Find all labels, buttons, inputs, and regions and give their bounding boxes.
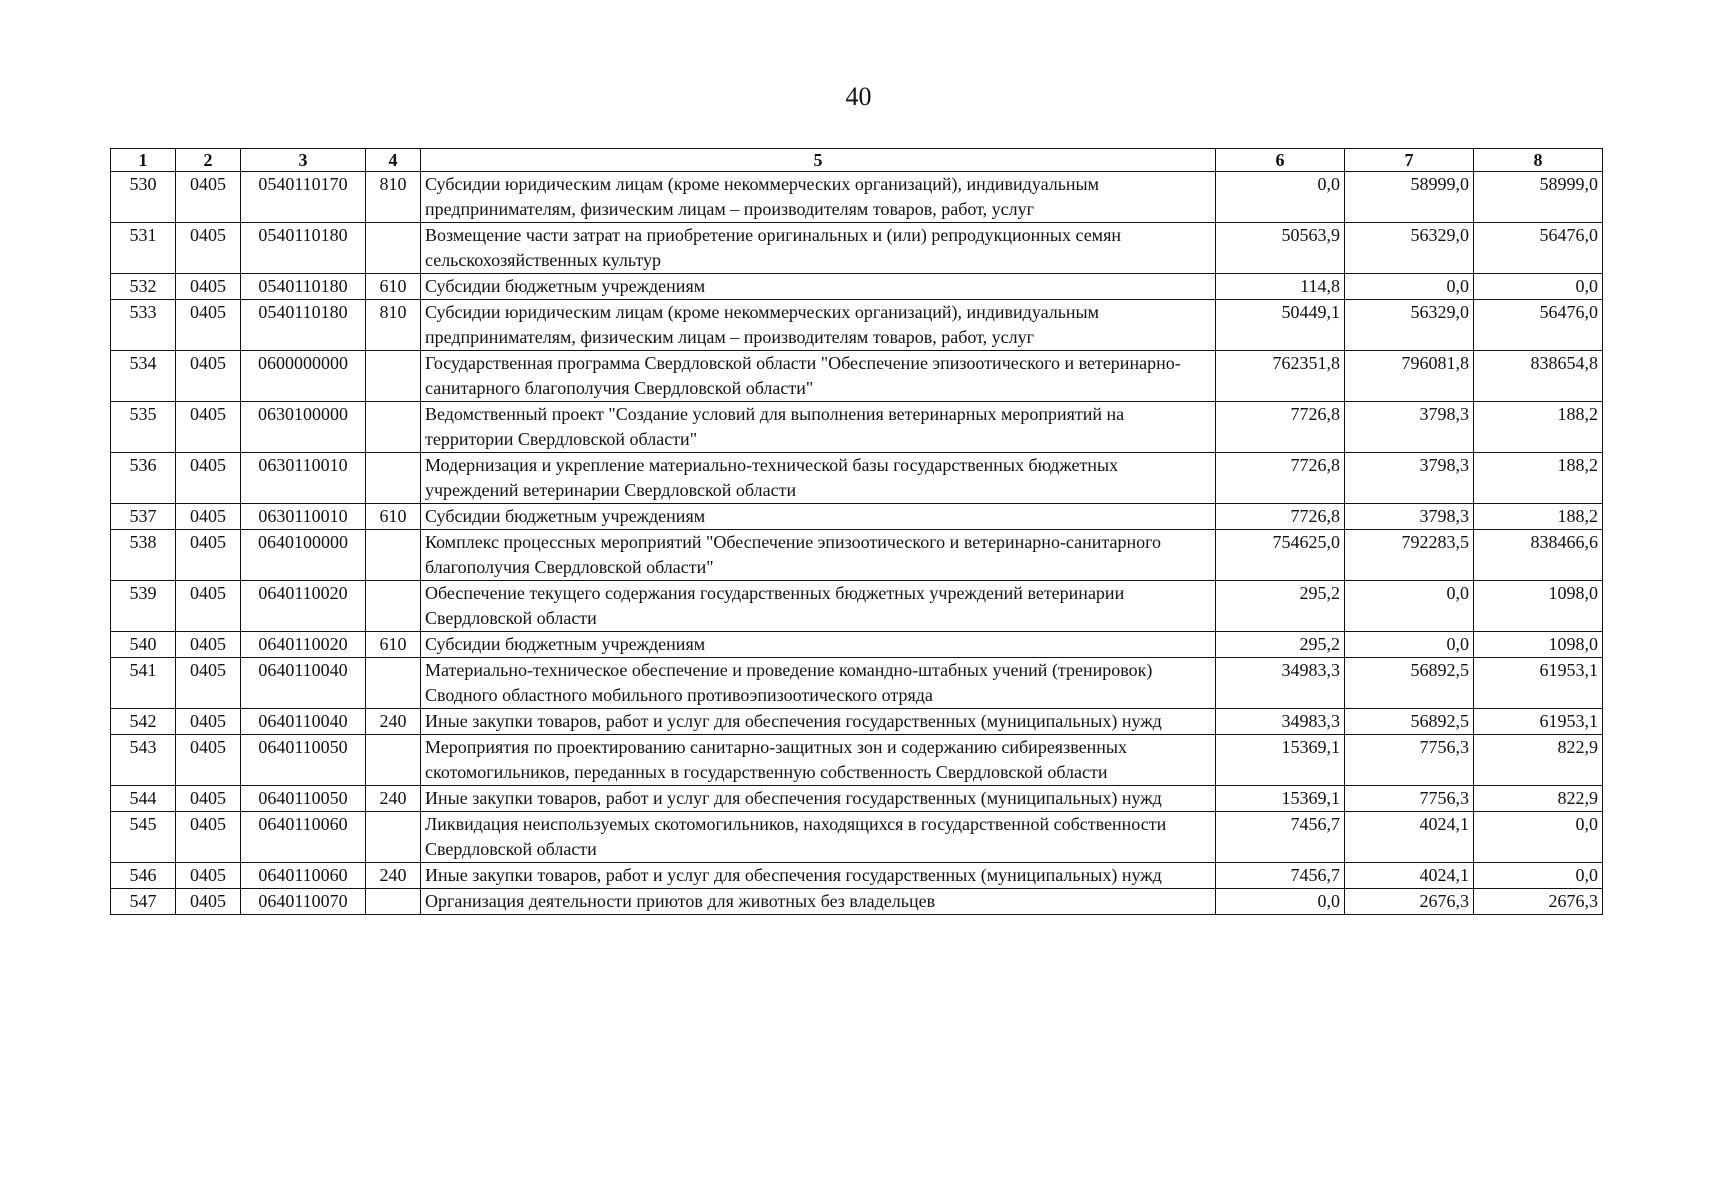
amount-col-8: 1098,0 xyxy=(1474,632,1603,658)
target-article-code: 0630110010 xyxy=(241,504,366,530)
column-header-5: 5 xyxy=(421,149,1216,172)
amount-col-8: 0,0 xyxy=(1474,812,1603,863)
header-row xyxy=(111,149,1603,172)
target-article-code: 0640100000 xyxy=(241,530,366,581)
budget-table xyxy=(110,148,1603,915)
row-number: 537 xyxy=(111,504,176,530)
target-article-code: 0640110050 xyxy=(241,735,366,786)
column-header-6: 6 xyxy=(1216,149,1345,172)
table-row xyxy=(111,402,1603,453)
section-code: 0405 xyxy=(176,530,241,581)
target-article-code: 0640110040 xyxy=(241,709,366,735)
row-number: 539 xyxy=(111,581,176,632)
row-number: 540 xyxy=(111,632,176,658)
table-row xyxy=(111,581,1603,632)
amount-col-8: 56476,0 xyxy=(1474,223,1603,274)
target-article-code: 0640110060 xyxy=(241,863,366,889)
row-number: 545 xyxy=(111,812,176,863)
amount-col-6: 114,8 xyxy=(1216,274,1345,300)
table-row xyxy=(111,274,1603,300)
expense-type-code: 240 xyxy=(366,709,421,735)
table-row xyxy=(111,223,1603,274)
table-row xyxy=(111,453,1603,504)
amount-col-7: 7756,3 xyxy=(1345,786,1474,812)
section-code: 0405 xyxy=(176,300,241,351)
page-number: 40 xyxy=(845,82,872,111)
target-article-code: 0640110070 xyxy=(241,889,366,915)
expense-type-code: 240 xyxy=(366,786,421,812)
section-code: 0405 xyxy=(176,812,241,863)
amount-col-7: 56892,5 xyxy=(1345,658,1474,709)
expense-type-code xyxy=(366,402,421,453)
table-row xyxy=(111,658,1603,709)
amount-col-6: 50563,9 xyxy=(1216,223,1345,274)
target-article-code: 0640110050 xyxy=(241,786,366,812)
table-row xyxy=(111,889,1603,915)
column-header-4: 4 xyxy=(366,149,421,172)
section-code: 0405 xyxy=(176,709,241,735)
table-row xyxy=(111,863,1603,889)
expense-type-code xyxy=(366,530,421,581)
column-header-3: 3 xyxy=(241,149,366,172)
section-code: 0405 xyxy=(176,863,241,889)
row-description: Комплекс процессных мероприятий "Обеспечение эпизоотического и ветеринарно-санитарного благополучия Свердловской области" xyxy=(421,530,1216,581)
expense-type-code: 240 xyxy=(366,863,421,889)
target-article-code: 0640110020 xyxy=(241,581,366,632)
amount-col-6: 50449,1 xyxy=(1216,300,1345,351)
expense-type-code xyxy=(366,735,421,786)
amount-col-6: 34983,3 xyxy=(1216,709,1345,735)
target-article-code: 0630110010 xyxy=(241,453,366,504)
amount-col-8: 188,2 xyxy=(1474,504,1603,530)
section-code: 0405 xyxy=(176,735,241,786)
target-article-code: 0640110060 xyxy=(241,812,366,863)
amount-col-8: 188,2 xyxy=(1474,402,1603,453)
amount-col-7: 3798,3 xyxy=(1345,453,1474,504)
section-code: 0405 xyxy=(176,658,241,709)
table-row xyxy=(111,709,1603,735)
table-row xyxy=(111,812,1603,863)
row-number: 531 xyxy=(111,223,176,274)
row-number: 534 xyxy=(111,351,176,402)
amount-col-8: 838654,8 xyxy=(1474,351,1603,402)
table-body xyxy=(111,172,1603,915)
amount-col-8: 2676,3 xyxy=(1474,889,1603,915)
amount-col-6: 0,0 xyxy=(1216,889,1345,915)
amount-col-6: 762351,8 xyxy=(1216,351,1345,402)
amount-col-6: 7726,8 xyxy=(1216,402,1345,453)
expense-type-code xyxy=(366,658,421,709)
target-article-code: 0540110180 xyxy=(241,223,366,274)
amount-col-7: 4024,1 xyxy=(1345,863,1474,889)
section-code: 0405 xyxy=(176,351,241,402)
row-description: Ведомственный проект "Создание условий для выполнения ветеринарных мероприятий на территории Свердловской области" xyxy=(421,402,1216,453)
amount-col-6: 7726,8 xyxy=(1216,504,1345,530)
amount-col-7: 0,0 xyxy=(1345,632,1474,658)
expense-type-code: 610 xyxy=(366,504,421,530)
amount-col-6: 295,2 xyxy=(1216,632,1345,658)
amount-col-8: 0,0 xyxy=(1474,274,1603,300)
column-header-8: 8 xyxy=(1474,149,1603,172)
target-article-code: 0540110180 xyxy=(241,300,366,351)
section-code: 0405 xyxy=(176,453,241,504)
row-number: 544 xyxy=(111,786,176,812)
expense-type-code: 610 xyxy=(366,632,421,658)
expense-type-code xyxy=(366,812,421,863)
section-code: 0405 xyxy=(176,223,241,274)
section-code: 0405 xyxy=(176,504,241,530)
table-row xyxy=(111,786,1603,812)
row-description: Ликвидация неиспользуемых скотомогильников, находящихся в государственной собственности Свердловской области xyxy=(421,812,1216,863)
amount-col-7: 796081,8 xyxy=(1345,351,1474,402)
amount-col-7: 56892,5 xyxy=(1345,709,1474,735)
amount-col-6: 295,2 xyxy=(1216,581,1345,632)
table-row xyxy=(111,735,1603,786)
amount-col-8: 822,9 xyxy=(1474,735,1603,786)
amount-col-8: 61953,1 xyxy=(1474,709,1603,735)
row-number: 538 xyxy=(111,530,176,581)
target-article-code: 0540110180 xyxy=(241,274,366,300)
amount-col-6: 7456,7 xyxy=(1216,863,1345,889)
table-row xyxy=(111,504,1603,530)
section-code: 0405 xyxy=(176,581,241,632)
row-number: 546 xyxy=(111,863,176,889)
row-description: Мероприятия по проектированию санитарно-защитных зон и содержанию сибиреязвенных скотомогильников, переданных в государственную собственность Свердловской области xyxy=(421,735,1216,786)
row-description: Иные закупки товаров, работ и услуг для обеспечения государственных (муниципальных) нужд xyxy=(421,863,1216,889)
target-article-code: 0640110020 xyxy=(241,632,366,658)
amount-col-7: 56329,0 xyxy=(1345,300,1474,351)
amount-col-7: 56329,0 xyxy=(1345,223,1474,274)
table-row xyxy=(111,300,1603,351)
amount-col-8: 822,9 xyxy=(1474,786,1603,812)
amount-col-8: 838466,6 xyxy=(1474,530,1603,581)
row-number: 530 xyxy=(111,172,176,223)
row-description: Иные закупки товаров, работ и услуг для обеспечения государственных (муниципальных) нужд xyxy=(421,709,1216,735)
row-number: 535 xyxy=(111,402,176,453)
column-header-2: 2 xyxy=(176,149,241,172)
expense-type-code xyxy=(366,223,421,274)
amount-col-6: 15369,1 xyxy=(1216,786,1345,812)
expense-type-code xyxy=(366,581,421,632)
target-article-code: 0630100000 xyxy=(241,402,366,453)
amount-col-7: 58999,0 xyxy=(1345,172,1474,223)
expense-type-code xyxy=(366,351,421,402)
row-description: Субсидии юридическим лицам (кроме некоммерческих организаций), индивидуальным предпринимателям, физическим лицам – производителям товаров, работ, услуг xyxy=(421,172,1216,223)
amount-col-6: 34983,3 xyxy=(1216,658,1345,709)
target-article-code: 0540110170 xyxy=(241,172,366,223)
row-description: Государственная программа Свердловской области "Обеспечение эпизоотического и ветеринарно-санитарного благополучия Свердловской области" xyxy=(421,351,1216,402)
row-number: 541 xyxy=(111,658,176,709)
amount-col-6: 15369,1 xyxy=(1216,735,1345,786)
expense-type-code: 810 xyxy=(366,300,421,351)
row-description: Субсидии бюджетным учреждениям xyxy=(421,504,1216,530)
row-description: Субсидии юридическим лицам (кроме некоммерческих организаций), индивидуальным предпринимателям, физическим лицам – производителям товаров, работ, услуг xyxy=(421,300,1216,351)
amount-col-8: 0,0 xyxy=(1474,863,1603,889)
amount-col-7: 4024,1 xyxy=(1345,812,1474,863)
row-number: 547 xyxy=(111,889,176,915)
amount-col-7: 2676,3 xyxy=(1345,889,1474,915)
target-article-code: 0640110040 xyxy=(241,658,366,709)
amount-col-6: 7726,8 xyxy=(1216,453,1345,504)
table-row xyxy=(111,351,1603,402)
row-description: Иные закупки товаров, работ и услуг для обеспечения государственных (муниципальных) нужд xyxy=(421,786,1216,812)
row-description: Субсидии бюджетным учреждениям xyxy=(421,274,1216,300)
row-description: Организация деятельности приютов для животных без владельцев xyxy=(421,889,1216,915)
section-code: 0405 xyxy=(176,274,241,300)
expense-type-code xyxy=(366,453,421,504)
column-header-7: 7 xyxy=(1345,149,1474,172)
amount-col-8: 1098,0 xyxy=(1474,581,1603,632)
row-description: Материально-техническое обеспечение и проведение командно-штабных учений (тренировок) Сводного областного мобильного противоэпизоотического отряда xyxy=(421,658,1216,709)
section-code: 0405 xyxy=(176,889,241,915)
amount-col-7: 0,0 xyxy=(1345,581,1474,632)
row-description: Обеспечение текущего содержания государственных бюджетных учреждений ветеринарии Свердловской области xyxy=(421,581,1216,632)
amount-col-8: 61953,1 xyxy=(1474,658,1603,709)
amount-col-8: 56476,0 xyxy=(1474,300,1603,351)
section-code: 0405 xyxy=(176,632,241,658)
row-number: 543 xyxy=(111,735,176,786)
column-header-1: 1 xyxy=(111,149,176,172)
amount-col-6: 7456,7 xyxy=(1216,812,1345,863)
table-row xyxy=(111,530,1603,581)
row-number: 532 xyxy=(111,274,176,300)
amount-col-8: 188,2 xyxy=(1474,453,1603,504)
section-code: 0405 xyxy=(176,402,241,453)
amount-col-7: 792283,5 xyxy=(1345,530,1474,581)
amount-col-7: 7756,3 xyxy=(1345,735,1474,786)
row-number: 536 xyxy=(111,453,176,504)
amount-col-6: 0,0 xyxy=(1216,172,1345,223)
section-code: 0405 xyxy=(176,172,241,223)
table-row xyxy=(111,632,1603,658)
amount-col-7: 3798,3 xyxy=(1345,504,1474,530)
row-description: Возмещение части затрат на приобретение оригинальных и (или) репродукционных семян сельскохозяйственных культур xyxy=(421,223,1216,274)
amount-col-7: 3798,3 xyxy=(1345,402,1474,453)
amount-col-6: 754625,0 xyxy=(1216,530,1345,581)
table-row xyxy=(111,172,1603,223)
section-code: 0405 xyxy=(176,786,241,812)
row-description: Модернизация и укрепление материально-технической базы государственных бюджетных учреждений ветеринарии Свердловской области xyxy=(421,453,1216,504)
amount-col-7: 0,0 xyxy=(1345,274,1474,300)
expense-type-code: 610 xyxy=(366,274,421,300)
target-article-code: 0600000000 xyxy=(241,351,366,402)
row-number: 542 xyxy=(111,709,176,735)
row-number: 533 xyxy=(111,300,176,351)
row-description: Субсидии бюджетным учреждениям xyxy=(421,632,1216,658)
expense-type-code: 810 xyxy=(366,172,421,223)
expense-type-code xyxy=(366,889,421,915)
amount-col-8: 58999,0 xyxy=(1474,172,1603,223)
